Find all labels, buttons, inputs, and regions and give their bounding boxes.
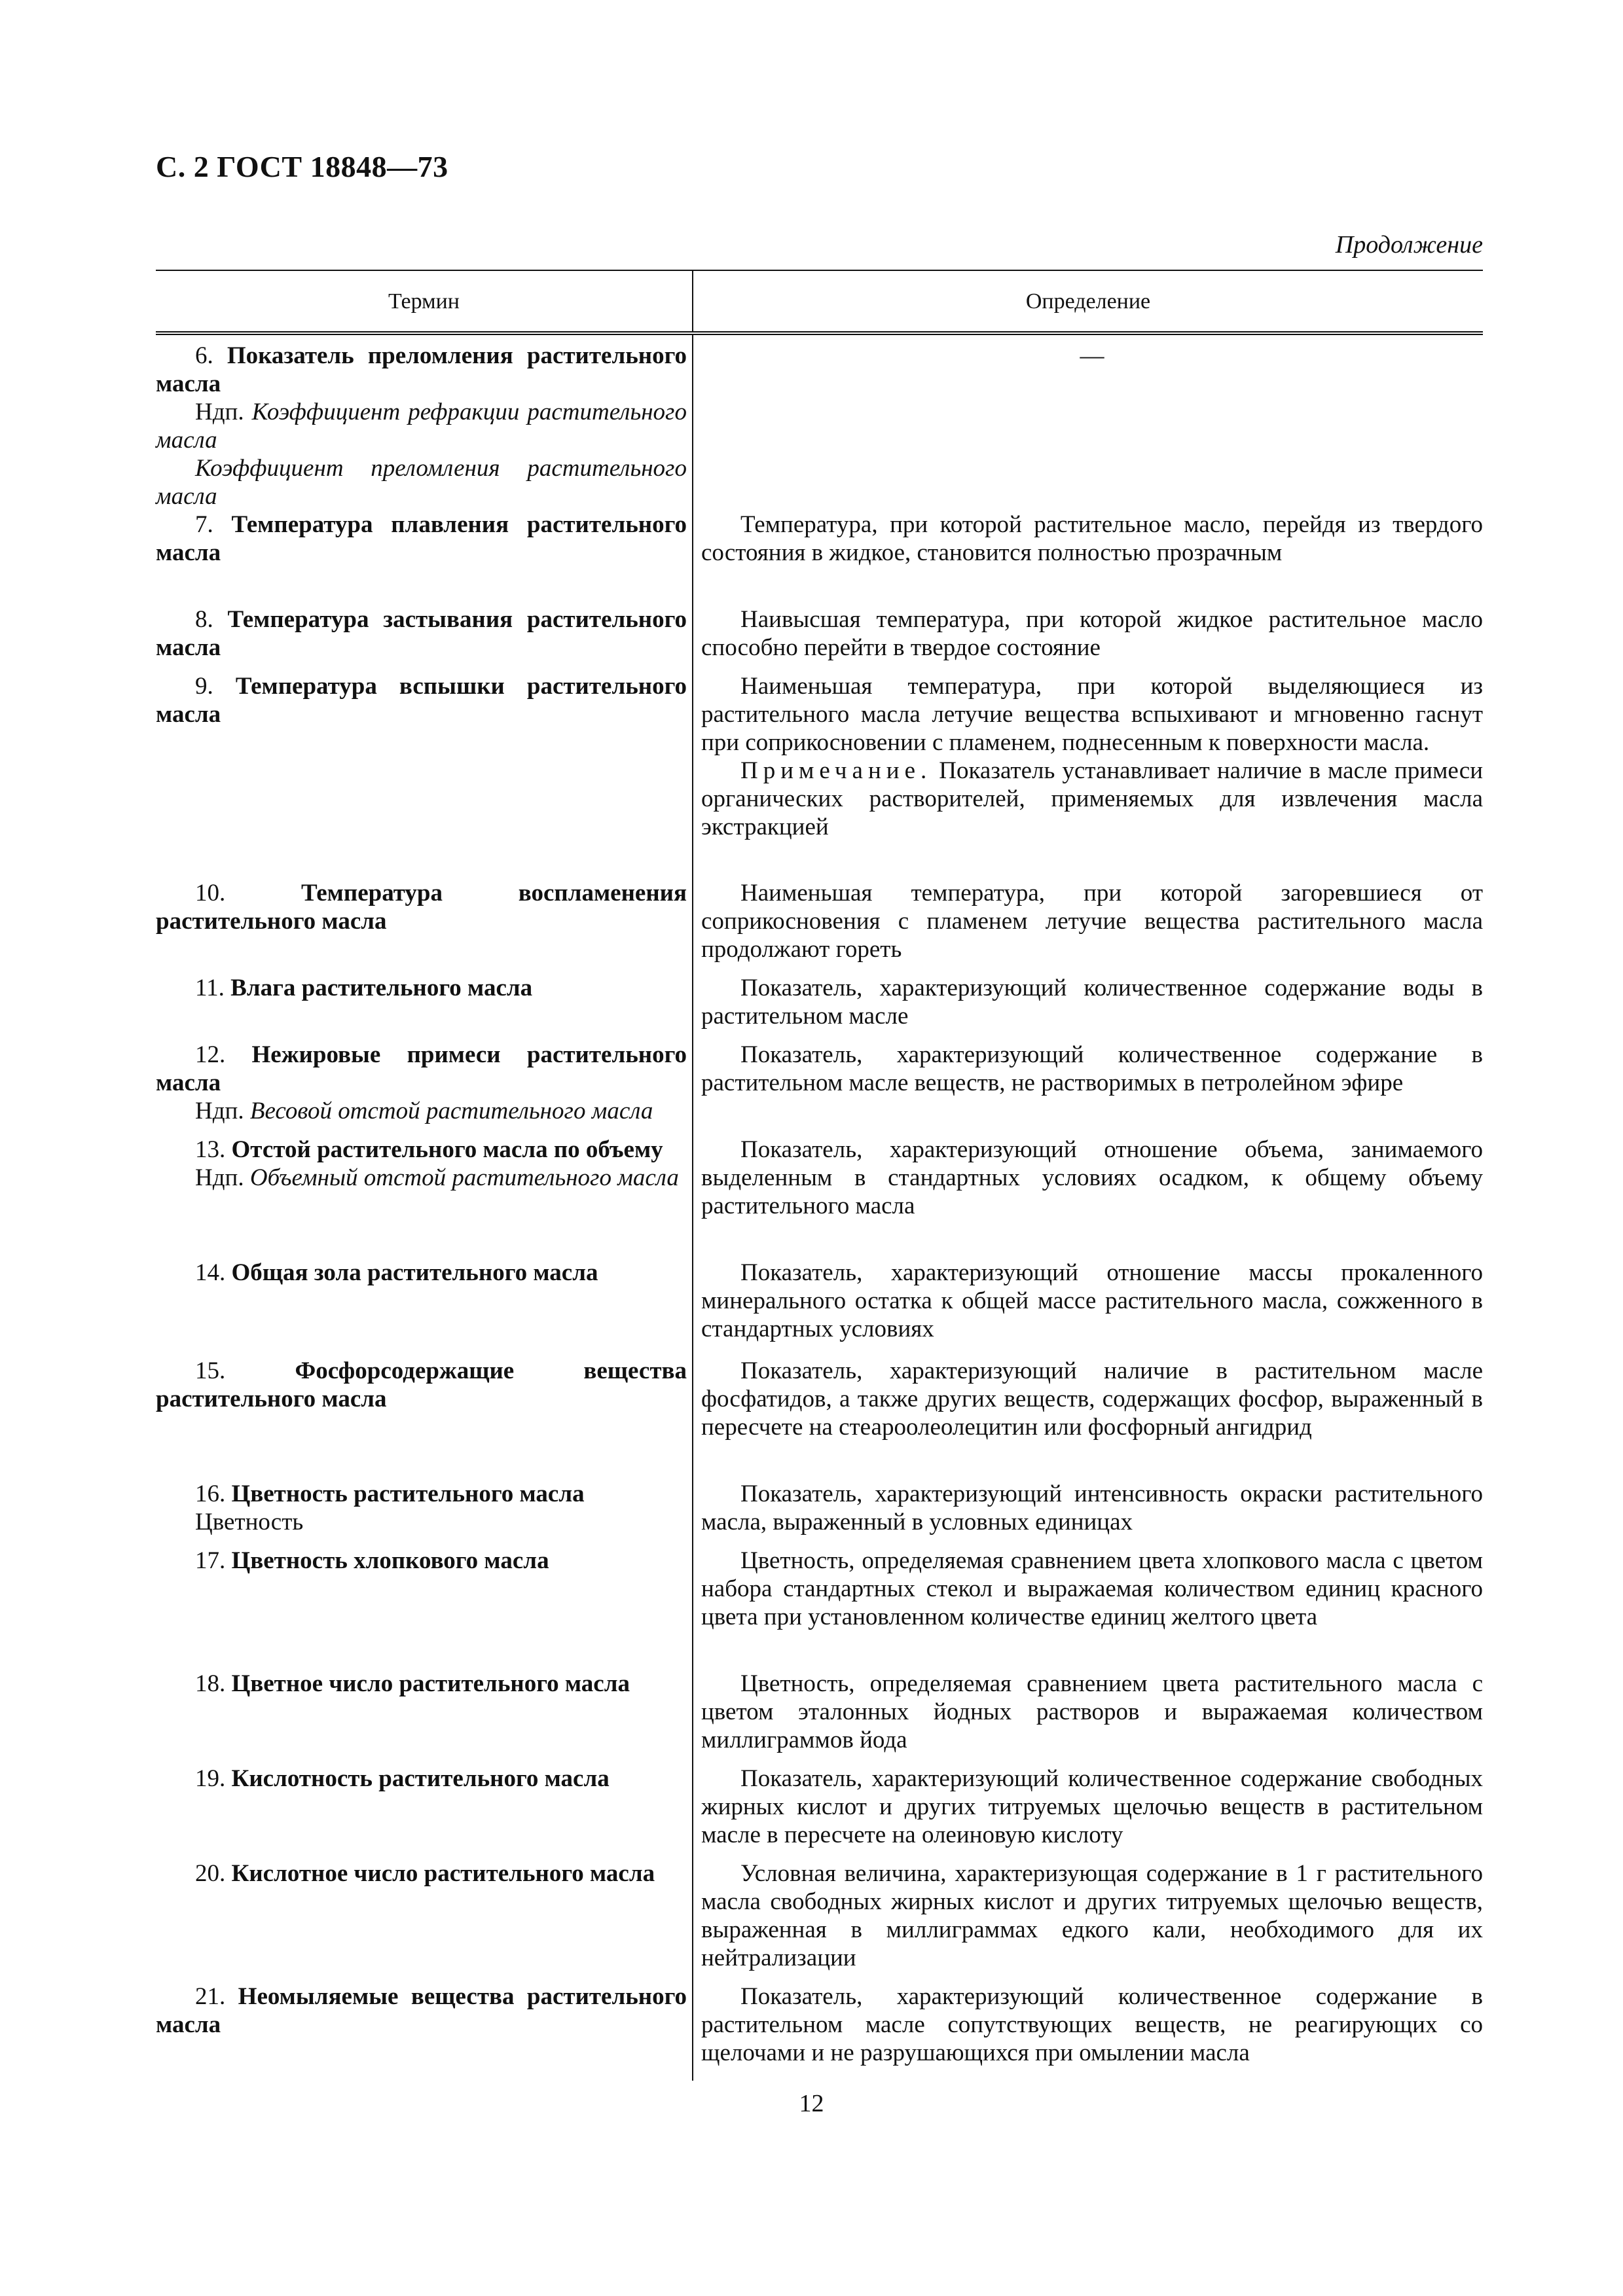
column-header-definition: Определение bbox=[693, 270, 1483, 333]
definition-cell: Условная величина, характеризующая содержание в 1 г растительного масла свободных жирных кислот и других титруемых щелочью веществ, выраженная в миллиграммах едкого кали, необходимого для их нейтрализации bbox=[701, 1860, 1483, 1971]
term-number: 11. bbox=[195, 975, 225, 1001]
ndp-term: Объемный отстой растительного масла bbox=[249, 1164, 679, 1191]
term-number: 19. bbox=[195, 1765, 226, 1792]
definition-cell: Показатель, характеризующий количественное содержание воды в растительном масле bbox=[701, 975, 1483, 1030]
definition-cell: Показатель, характеризующий отношение массы прокаленного минерального остатка к общей массе растительного масла, сожженного в стандартных условиях bbox=[701, 1259, 1483, 1342]
table-row bbox=[156, 1859, 1483, 1982]
table-row bbox=[156, 1041, 1483, 1136]
term-name: Влага растительного масла bbox=[230, 975, 533, 1001]
term-name: Цветность хлопкового масла bbox=[231, 1547, 549, 1574]
term-name: Показатель преломления растительного масла bbox=[156, 342, 687, 397]
term-name: Нежировые примеси растительного масла bbox=[156, 1041, 687, 1096]
definition-cell: Температура, при которой растительное масло, перейдя из твердого состояния в жидкое, становится полностью прозрачным bbox=[701, 511, 1483, 566]
term-number: 13. bbox=[195, 1136, 226, 1163]
term-number: 18. bbox=[195, 1670, 226, 1697]
document-header: С. 2 ГОСТ 18848—73 bbox=[156, 150, 448, 183]
table-row bbox=[156, 1259, 1483, 1357]
table-row bbox=[156, 1357, 1483, 1480]
term-number: 21. bbox=[195, 1983, 226, 2010]
term-cell bbox=[156, 1547, 693, 1670]
term-number: 10. bbox=[195, 880, 226, 906]
ndp-term: Коэффициент преломления растительного масла bbox=[156, 455, 687, 510]
ndp-label: Ндп. bbox=[195, 1164, 244, 1191]
table-row bbox=[156, 333, 1483, 511]
definition-cell: Показатель, характеризующий количественное содержание в растительном масле веществ, не растворимых в петролейном эфире bbox=[701, 1041, 1483, 1096]
ndp-term: Весовой отстой растительного масла bbox=[249, 1098, 653, 1124]
table-row bbox=[156, 1547, 1483, 1670]
term-short-form: Цветность bbox=[195, 1509, 304, 1535]
table-row bbox=[156, 879, 1483, 974]
term-name: Цветность растительного масла bbox=[231, 1480, 585, 1507]
note-text: Показатель устанавливает наличие в масле примеси органических растворителей, применяемых для извлечения масла экстракцией bbox=[701, 757, 1484, 840]
table-row bbox=[156, 511, 1483, 605]
term-cell bbox=[156, 1357, 693, 1480]
term-cell bbox=[156, 1136, 693, 1259]
definition-cell: Цветность, определяемая сравнением цвета растительного масла с цветом эталонных йодных растворов и выражаемая количеством миллиграммов йода bbox=[701, 1670, 1483, 1753]
definition-text: Наименьшая температура, при которой выделяющиеся из растительного масла летучие вещества вспыхивают и мгновенно гаснут при соприкосновении с пламенем, поднесенным к поверхности масла. bbox=[701, 673, 1483, 756]
table-row bbox=[156, 672, 1483, 879]
term-cell bbox=[156, 333, 693, 511]
term-cell bbox=[156, 672, 693, 879]
definition-cell: Цветность, определяемая сравнением цвета хлопкового масла с цветом набора стандартных стекол и выражаемая количеством единиц красного цвета при установленном количестве единиц желтого цвета bbox=[701, 1547, 1483, 1630]
column-header-term: Термин bbox=[156, 270, 693, 333]
term-name: Температура застывания растительного масла bbox=[156, 606, 687, 661]
term-name: Неомыляемые вещества растительного масла bbox=[156, 1983, 687, 2038]
table-row bbox=[156, 974, 1483, 1041]
term-name: Кислотность растительного масла bbox=[231, 1765, 610, 1792]
term-number: 20. bbox=[195, 1860, 226, 1887]
term-name: Отстой растительного масла по объему bbox=[231, 1136, 663, 1163]
term-name: Температура плавления растительного масла bbox=[156, 511, 687, 566]
ndp-term: Коэффициент рефракции растительного масла bbox=[156, 399, 687, 454]
term-number: 7. bbox=[195, 511, 213, 538]
terms-table bbox=[156, 270, 1483, 2081]
definition-cell: Показатель, характеризующий интенсивность окраски растительного масла, выраженный в условных единицах bbox=[701, 1480, 1483, 1535]
definition-cell: Наивысшая температура, при которой жидкое растительное масло способно перейти в твердое состояние bbox=[701, 606, 1483, 661]
term-number: 6. bbox=[195, 342, 213, 369]
table-row bbox=[156, 1765, 1483, 1859]
definition-cell: Показатель, характеризующий количественное содержание в растительном масле сопутствующих веществ, не реагирующих со щелочами и не разрушающихся при омылении масла bbox=[701, 1983, 1483, 2066]
term-cell bbox=[156, 1765, 693, 1859]
term-cell bbox=[156, 1670, 693, 1765]
definition-cell: Показатель, характеризующий количественное содержание свободных жирных кислот и других титруемых щелочью веществ в растительном масле в пересчете на олеиновую кислоту bbox=[701, 1765, 1483, 1848]
term-name: Общая зола растительного масла bbox=[231, 1259, 598, 1286]
term-cell bbox=[156, 1259, 693, 1357]
term-cell bbox=[156, 1859, 693, 1982]
term-number: 12. bbox=[195, 1041, 226, 1068]
table-row bbox=[156, 1670, 1483, 1765]
ndp-label: Ндп. bbox=[195, 399, 244, 425]
table-row bbox=[156, 1136, 1483, 1259]
term-cell bbox=[156, 974, 693, 1041]
term-number: 15. bbox=[195, 1357, 226, 1384]
table-row bbox=[156, 1982, 1483, 2081]
term-name: Цветное число растительного масла bbox=[231, 1670, 630, 1697]
note-label: Примечание. bbox=[740, 757, 932, 784]
term-name: Кислотное число растительного масла bbox=[231, 1860, 655, 1887]
continuation-label: Продолжение bbox=[1335, 231, 1483, 259]
term-cell bbox=[156, 1041, 693, 1136]
definition-cell: — bbox=[1080, 342, 1104, 369]
ndp-label: Ндп. bbox=[195, 1098, 244, 1124]
term-number: 17. bbox=[195, 1547, 226, 1574]
term-name: Фосфорсодержащие вещества растительного масла bbox=[156, 1357, 687, 1412]
definition-cell bbox=[693, 672, 1483, 879]
term-name: Температура вспышки растительного масла bbox=[156, 673, 687, 728]
term-cell bbox=[156, 1480, 693, 1547]
definition-cell: Наименьшая температура, при которой загоревшиеся от соприкосновения с пламенем летучие вещества растительного масла продолжают гореть bbox=[701, 880, 1483, 963]
table-row bbox=[156, 605, 1483, 672]
term-number: 8. bbox=[195, 606, 213, 633]
term-cell bbox=[156, 879, 693, 974]
term-cell bbox=[156, 511, 693, 605]
term-number: 9. bbox=[195, 673, 213, 700]
term-number: 14. bbox=[195, 1259, 226, 1286]
term-cell bbox=[156, 605, 693, 672]
term-name: Температура воспламенения растительного масла bbox=[156, 880, 687, 935]
definition-cell: Показатель, характеризующий наличие в растительном масле фосфатидов, а также других веществ, содержащих фосфор, выраженный в пересчете на стеароолеолецитин или фосфорный ангидрид bbox=[701, 1357, 1483, 1441]
term-number: 16. bbox=[195, 1480, 226, 1507]
term-cell bbox=[156, 1982, 693, 2081]
definition-cell: Показатель, характеризующий отношение объема, занимаемого выделенным в стандартных условиях осадком, к общему объему растительного масла bbox=[701, 1136, 1483, 1219]
table-row bbox=[156, 1480, 1483, 1547]
page-number: 12 bbox=[799, 2090, 824, 2117]
